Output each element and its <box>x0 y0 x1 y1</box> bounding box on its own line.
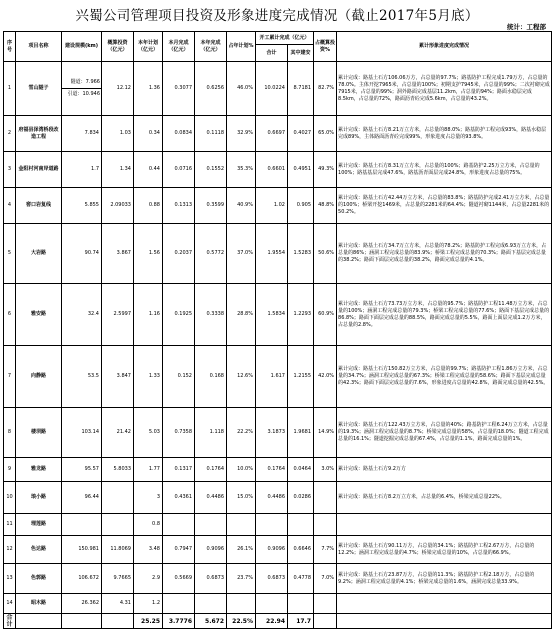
cell-project-name: 昭木路 <box>16 594 62 614</box>
cell-cum-pct: 14.9% <box>314 408 337 458</box>
cell-plan: 3.48 <box>134 536 163 564</box>
cell-budget: 4.31 <box>102 594 134 614</box>
cell-year: 0.1552 <box>195 152 227 188</box>
cell-month <box>163 594 195 614</box>
cell-month: 0.2037 <box>163 224 195 284</box>
cell-project-name: 理莲路 <box>16 514 62 536</box>
cell-cum-build: 0.4778 <box>288 564 314 594</box>
cell-cum-total: 0.1764 <box>256 458 288 482</box>
cell-pct: 23.7% <box>227 564 256 594</box>
cell-month: 0.0716 <box>163 152 195 188</box>
cell-year: 0.6256 <box>195 62 227 116</box>
header-year-done: 本年完成（亿元） <box>195 32 227 62</box>
header-pct: 占年计划% <box>227 32 256 62</box>
cell-length: 90.74 <box>62 224 102 284</box>
cell-pct <box>227 514 256 536</box>
totals-month: 3.7776 <box>163 614 195 629</box>
cell-cum-build: 0.4951 <box>288 152 314 188</box>
cell-cum-pct: 48.8% <box>314 188 337 224</box>
cell-cum-total: 0.4486 <box>256 482 288 514</box>
department-label: 统计：工程部 <box>507 23 546 31</box>
cell-plan: 1.36 <box>134 62 163 116</box>
cell-cum-total: 1.617 <box>256 346 288 408</box>
cell-cum-pct: 7.0% <box>314 564 337 594</box>
cell-budget: 2.09033 <box>102 188 134 224</box>
header-cum-total: 合计 <box>256 45 288 62</box>
table-row <box>4 62 552 116</box>
cell-seq: 6 <box>4 284 16 346</box>
cell-plan: 1.33 <box>134 346 163 408</box>
cell-month: 0.1313 <box>163 188 195 224</box>
cell-cum-build: 0.6646 <box>288 536 314 564</box>
cell-pct: 37.0% <box>227 224 256 284</box>
table-row <box>4 152 552 188</box>
cell-cum-total: 0.9096 <box>256 536 288 564</box>
cell-month: 0.4361 <box>163 482 195 514</box>
cell-cum-build: 1.2155 <box>288 346 314 408</box>
cell-progress <box>337 594 552 614</box>
cell-project-name: 色郭路 <box>16 564 62 594</box>
header-cum-pct: 占概算投资% <box>314 32 337 62</box>
cell-cum-total: 10.0224 <box>256 62 288 116</box>
cell-budget: 11.8069 <box>102 536 134 564</box>
cell-plan: 0.88 <box>134 188 163 224</box>
cell-cum-pct: 50.6% <box>314 224 337 284</box>
cell-pct: 40.9% <box>227 188 256 224</box>
cell-length: 95.57 <box>62 458 102 482</box>
header-budget: 概算投资（亿元） <box>102 32 134 62</box>
cell-budget <box>102 514 134 536</box>
table-row <box>4 224 552 284</box>
cell-budget: 12.12 <box>102 62 134 116</box>
cell-progress: 累计完成：路基土石方8.2万立方米，占总量的6.4%，桥梁完成总量22%。 <box>337 482 552 514</box>
cell-progress: 累计完成：路基土石方106.06万方，占总量的97.7%；路基防护工程完成1.79万方，占总量的78.0%。主体开挖7965米，占总量的100%；初期支护7945米，占总量的99%；二次衬砌完成7915米，占总量的99%；洞外路面完成基层11.2km，占总量的94%；路面水稳层完成8.5km，占总量的72%，路面沥青砼完成5.6km，占总量的43.2%。 <box>337 62 552 116</box>
cell-cum-build: 0.0464 <box>288 458 314 482</box>
cell-cum-pct: 3.0% <box>314 458 337 482</box>
cell-plan: 1.77 <box>134 458 163 482</box>
cell-seq: 11 <box>4 514 16 536</box>
table-row <box>4 116 552 152</box>
cell-project-name: 大岩路 <box>16 224 62 284</box>
cell-budget: 3.847 <box>102 346 134 408</box>
cell-pct: 12.6% <box>227 346 256 408</box>
cell-pct <box>227 594 256 614</box>
totals-pct: 22.5% <box>227 614 256 629</box>
cell-cum-pct: 7.7% <box>314 536 337 564</box>
cell-cum-total <box>256 594 288 614</box>
table-row <box>4 514 552 536</box>
cell-progress: 累计完成：路基土石方8.31万立方米，占总量的100%；路基防护2.25万立方米，占总量的100%；路基基层完成47.6%，路基沥青面层完成24.8%，形象进度占总量的75%。 <box>337 152 552 188</box>
cell-year: 0.9096 <box>195 536 227 564</box>
cell-cum-total: 1.5834 <box>256 284 288 346</box>
cell-budget: 1.03 <box>102 116 134 152</box>
cell-progress: 累计完成：路基土石方34.7万立方米，占总量的78.2%；路基防护工程完成6.93万立方米，占总量的86%；涵洞工程完成总量的83.9%；桥梁工程完成总量的70.3%；路面下基层完成总量的38.2%；路面下面层完成总量的38.2%，路面完成总量的4.1%。 <box>337 224 552 284</box>
cell-month: 0.5669 <box>163 564 195 594</box>
cell-year: 0.4486 <box>195 482 227 514</box>
cell-length: 5.855 <box>62 188 102 224</box>
cell-cum-total: 0.6697 <box>256 116 288 152</box>
cell-cum-pct <box>314 594 337 614</box>
cell-plan: 2.9 <box>134 564 163 594</box>
totals-row <box>4 614 552 629</box>
table-row <box>4 536 552 564</box>
cell-plan: 5.03 <box>134 408 163 458</box>
totals-length-blank <box>62 614 102 629</box>
cell-cum-pct: 65.0% <box>314 116 337 152</box>
cell-cum-pct: 82.7% <box>314 62 337 116</box>
totals-progress-blank <box>337 614 552 629</box>
totals-label: 合计 <box>4 614 16 629</box>
cell-cum-build <box>288 594 314 614</box>
cell-seq: 4 <box>4 188 16 224</box>
cell-budget: 9.7665 <box>102 564 134 594</box>
cell-seq: 2 <box>4 116 16 152</box>
cell-cum-total: 0.6873 <box>256 564 288 594</box>
cell-seq: 13 <box>4 564 16 594</box>
cell-month: 0.1925 <box>163 284 195 346</box>
cell-cum-pct: 49.3% <box>314 152 337 188</box>
cell-project-name: 楼坝路 <box>16 408 62 458</box>
table-row <box>4 564 552 594</box>
cell-budget: 1.34 <box>102 152 134 188</box>
cell-length: 103.14 <box>62 408 102 458</box>
cell-month: 0.7947 <box>163 536 195 564</box>
header-plan-year: 本年计划（亿元） <box>134 32 163 62</box>
cell-pct: 32.9% <box>227 116 256 152</box>
cell-cum-build <box>288 514 314 536</box>
header-name: 项目名称 <box>16 32 62 62</box>
cell-month <box>163 514 195 536</box>
cell-length: 150.981 <box>62 536 102 564</box>
cell-pct: 46.0% <box>227 62 256 116</box>
cell-pct: 22.2% <box>227 408 256 458</box>
cell-cum-pct: 42.0% <box>314 346 337 408</box>
totals-cum-pct-blank <box>314 614 337 629</box>
header-seq: 序号 <box>4 32 16 62</box>
cell-cum-build: 0.905 <box>288 188 314 224</box>
cell-cum-build: 0.4027 <box>288 116 314 152</box>
cell-project-name: 色达路 <box>16 536 62 564</box>
cell-seq: 5 <box>4 224 16 284</box>
cell-cum-pct <box>314 514 337 536</box>
cell-pct: 26.1% <box>227 536 256 564</box>
cell-progress: 累计完成：路基土石方9.2万方 <box>337 458 552 482</box>
cell-year: 1.118 <box>195 408 227 458</box>
cell-cum-build: 1.5283 <box>288 224 314 284</box>
cell-pct: 15.0% <box>227 482 256 514</box>
cell-seq: 12 <box>4 536 16 564</box>
cell-month: 0.0834 <box>163 116 195 152</box>
totals-year: 5.672 <box>195 614 227 629</box>
cell-progress: 累计完成：路基土石方8.21万立方米，占总量的88.0%；路基防护工程完成93%，路基水稳层完成89%，主体路面沥青砼完成99%，形象进度占总量的93.8%。 <box>337 116 552 152</box>
cell-length: 96.44 <box>62 482 102 514</box>
report-title: 兴蜀公司管理项目投资及形象进度完成情况（截止2017年5月底） <box>75 8 479 24</box>
cell-seq: 8 <box>4 408 16 458</box>
cell-progress: 累计完成：路基土石方42.44万立方米，占总量的83.8%；路基防护完成2.41万立方米，占总量的100%；桥梁开挖1469米，占总量的2281米的64.4%；隧道衬砌1144米，占总量2281米的50.2%。 <box>337 188 552 224</box>
cell-length: 32.4 <box>62 284 102 346</box>
cell-length: 1.7 <box>62 152 102 188</box>
cell-year: 0.6873 <box>195 564 227 594</box>
cell-year <box>195 594 227 614</box>
cell-length-tunnel: 隧道：7.966 <box>62 77 101 89</box>
cell-progress <box>337 514 552 536</box>
cell-year: 0.1118 <box>195 116 227 152</box>
cell-cum-build: 0.0286 <box>288 482 314 514</box>
cell-length: 106.672 <box>62 564 102 594</box>
header-length: 建设规模(km) <box>62 32 102 62</box>
cell-month: 0.3077 <box>163 62 195 116</box>
cell-cum-build: 1.2293 <box>288 284 314 346</box>
progress-table <box>3 31 552 629</box>
cell-seq: 1 <box>4 62 16 116</box>
cell-year: 0.5772 <box>195 224 227 284</box>
cell-project-name: 雅安路 <box>16 284 62 346</box>
cell-length <box>62 62 102 116</box>
cell-budget: 3.867 <box>102 224 134 284</box>
cell-length: 7.834 <box>62 116 102 152</box>
cell-cum-pct: 60.9% <box>314 284 337 346</box>
cell-year: 0.3338 <box>195 284 227 346</box>
cell-cum-total <box>256 514 288 536</box>
totals-budget-blank <box>102 614 134 629</box>
cell-pct: 35.3% <box>227 152 256 188</box>
cell-cum-total: 0.6601 <box>256 152 288 188</box>
cell-project-name: 金阳村河南岸道路 <box>16 152 62 188</box>
cell-year: 0.168 <box>195 346 227 408</box>
totals-plan: 25.25 <box>134 614 163 629</box>
cell-plan: 1.16 <box>134 284 163 346</box>
cell-plan: 0.8 <box>134 514 163 536</box>
cell-seq: 14 <box>4 594 16 614</box>
table-row <box>4 284 552 346</box>
cell-plan: 3 <box>134 482 163 514</box>
header-cum-group: 开工累计完成（亿元） <box>256 32 314 45</box>
totals-cum-total: 22.94 <box>256 614 288 629</box>
cell-budget: 21.42 <box>102 408 134 458</box>
cell-year: 0.1764 <box>195 458 227 482</box>
cell-cum-build: 1.9681 <box>288 408 314 458</box>
cell-seq: 9 <box>4 458 16 482</box>
cell-length-approach: 引道：10.946 <box>67 91 100 97</box>
cell-pct: 10.0% <box>227 458 256 482</box>
cell-seq: 10 <box>4 482 16 514</box>
table-row <box>4 594 552 614</box>
cell-budget <box>102 482 134 514</box>
cell-cum-total: 3.1873 <box>256 408 288 458</box>
cell-project-name: 雪山隧子 <box>16 62 62 116</box>
cell-plan: 0.34 <box>134 116 163 152</box>
cell-year <box>195 514 227 536</box>
cell-budget: 2.5997 <box>102 284 134 346</box>
cell-cum-total: 1.9554 <box>256 224 288 284</box>
cell-project-name: 向静路 <box>16 346 62 408</box>
cell-cum-build: 8.7181 <box>288 62 314 116</box>
cell-progress: 累计完成：路基土石方122.43万立方米，占总量的40%；路基防护工程6.24万立方米，占总量的19.3%；涵洞工程完成总量的8.7%；桥梁完成总量的58%，占总量的18.0%；隧道工程完成总量的16.1%；隧道挖掘完成总量的67.4%，占总量的1.1%，路面完成总量的1%。 <box>337 408 552 458</box>
header-cum-build: 其中建安 <box>288 45 314 62</box>
cell-plan: 1.2 <box>134 594 163 614</box>
cell-month: 0.1317 <box>163 458 195 482</box>
cell-month: 0.7358 <box>163 408 195 458</box>
cell-seq: 3 <box>4 152 16 188</box>
cell-seq: 7 <box>4 346 16 408</box>
table-row <box>4 482 552 514</box>
cell-length: 26.362 <box>62 594 102 614</box>
cell-project-name: 窖口岩复线 <box>16 188 62 224</box>
cell-project-name: 府福县泽湾桥段改造工程 <box>16 116 62 152</box>
cell-year: 0.3599 <box>195 188 227 224</box>
cell-progress: 累计完成：路基土石方150.82万立方米，占总量的99.7%；路基防护工程1.86万立方米，占总量的34.7%；涵洞工程完成总量的67.3%；桥梁工程完成总量的58.6%；路面下基层完成总量的42.3%；路面下面层完成总量的7.6%，形象进度占总量的42.8%，路面完成总量的42.5%。 <box>337 346 552 408</box>
header-progress: 累计形象进度完成情况 <box>337 32 552 62</box>
cell-progress: 累计完成：路基土石方73.73万立方米，占总量的95.7%；路基防护工程11.48万立方米，占总量的100%；涵洞工程完成总量的79.3%；桥梁工程完成总量的77.6%；路面下基层完成总量的86.8%；路面下面层完成总量的88.5%，路面完成总量的5.5%，路面上面层完成1.2万方米，占总量的2.8%。 <box>337 284 552 346</box>
cell-cum-total: 1.02 <box>256 188 288 224</box>
cell-cum-pct <box>314 482 337 514</box>
table-row <box>4 188 552 224</box>
cell-pct: 28.8% <box>227 284 256 346</box>
table-row <box>4 408 552 458</box>
cell-budget: 5.8033 <box>102 458 134 482</box>
totals-name-blank <box>16 614 62 629</box>
totals-cum-build: 17.7 <box>288 614 314 629</box>
cell-project-name: 雅龙路 <box>16 458 62 482</box>
cell-length: 53.5 <box>62 346 102 408</box>
cell-plan: 0.44 <box>134 152 163 188</box>
header-month-done: 本月完成（亿元） <box>163 32 195 62</box>
table-row <box>4 346 552 408</box>
cell-length <box>62 514 102 536</box>
table-row <box>4 458 552 482</box>
cell-month: 0.152 <box>163 346 195 408</box>
cell-progress: 累计完成：路基土石方90.11万方，占总量的34.1%；路基防护工程2.67万方，占总量的12.2%；涵洞工程完成总量的4.7%；桥梁完成总量的10%，占总量的66.9%。 <box>337 536 552 564</box>
cell-plan: 1.56 <box>134 224 163 284</box>
cell-project-name: 琅小路 <box>16 482 62 514</box>
cell-progress: 累计完成：路基土石方23.87万方，占总量的11.3%；路基防护工程2.18万方，占总量的9.2%；涵洞工程完成总量的4.1%；桥梁完成总量的1.6%，涵洞完成总量33.9%。 <box>337 564 552 594</box>
